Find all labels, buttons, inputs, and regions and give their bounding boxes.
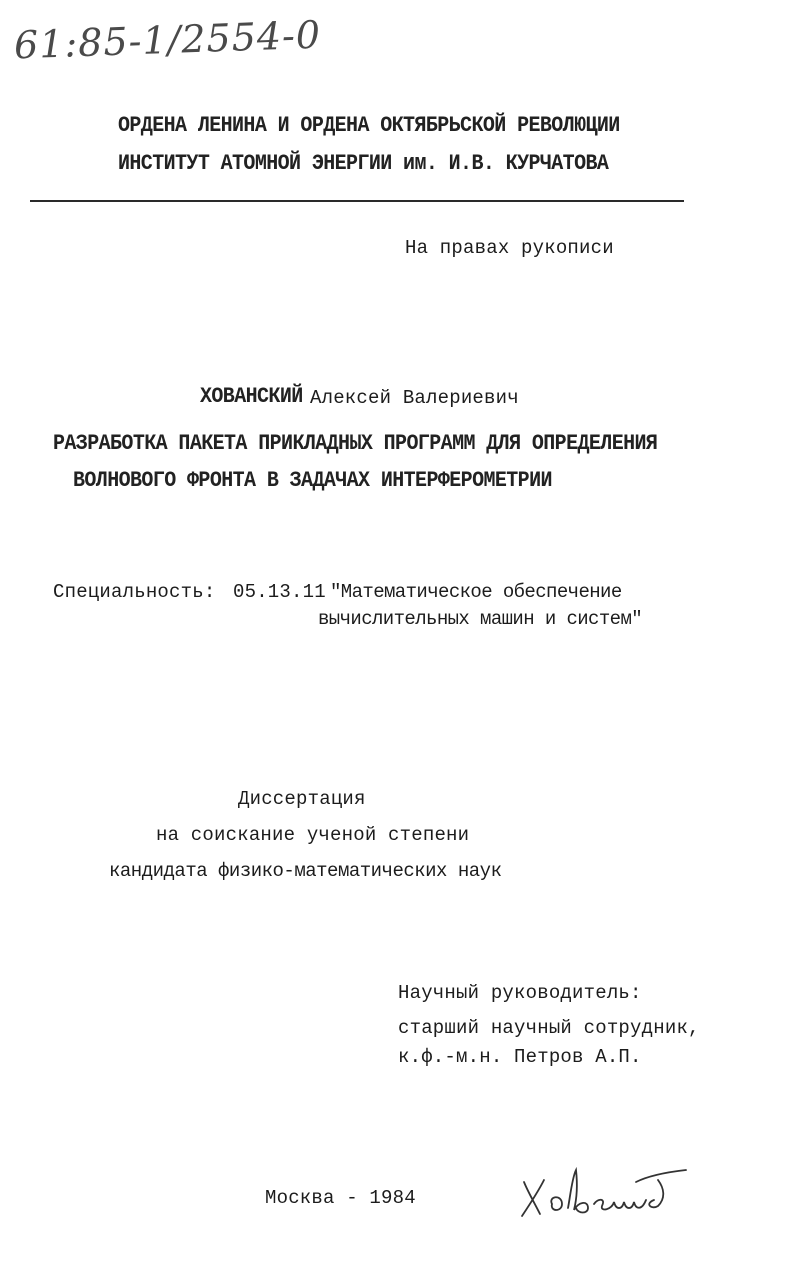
dissertation-line-2: на соискание ученой степени xyxy=(156,824,470,846)
specialty-code: 05.13.11 xyxy=(233,581,326,603)
specialty-name-line-1: "Математическое обеспечение xyxy=(330,581,622,603)
header-rule xyxy=(30,200,684,202)
specialty-name-line-2: вычислительных машин и систем" xyxy=(318,608,643,630)
author-surname: ХОВАНСКИЙ xyxy=(200,384,303,410)
author-given-names: Алексей Валериевич xyxy=(310,387,519,409)
supervisor-position: старший научный сотрудник, xyxy=(398,1017,700,1039)
specialty-label: Специальность: xyxy=(53,581,216,603)
supervisor-label: Научный руководитель: xyxy=(398,982,642,1004)
thesis-title-line-1: РАЗРАБОТКА ПАКЕТА ПРИКЛАДНЫХ ПРОГРАММ ДЛЯ ОПРЕДЕЛЕНИЯ xyxy=(53,431,658,457)
thesis-title-line-2: ВОЛНОВОГО ФРОНТА В ЗАДАЧАХ ИНТЕРФЕРОМЕТРИИ xyxy=(73,468,552,494)
supervisor-name: к.ф.-м.н. Петров А.П. xyxy=(398,1046,642,1068)
manuscript-note: На правах рукописи xyxy=(405,237,614,259)
signature xyxy=(518,1158,698,1228)
city-year: Москва - 1984 xyxy=(265,1187,416,1209)
dissertation-line-1: Диссертация xyxy=(238,788,366,810)
dissertation-line-3: кандидата физико-математических наук xyxy=(109,860,502,882)
header-line-1: ОРДЕНА ЛЕНИНА И ОРДЕНА ОКТЯБРЬСКОЙ РЕВОЛЮЦИИ xyxy=(118,113,620,139)
header-line-2: ИНСТИТУТ АТОМНОЙ ЭНЕРГИИ им. И.В. КУРЧАТОВА xyxy=(118,151,609,177)
archive-code: 61:85-1/2554-0 xyxy=(13,12,322,68)
